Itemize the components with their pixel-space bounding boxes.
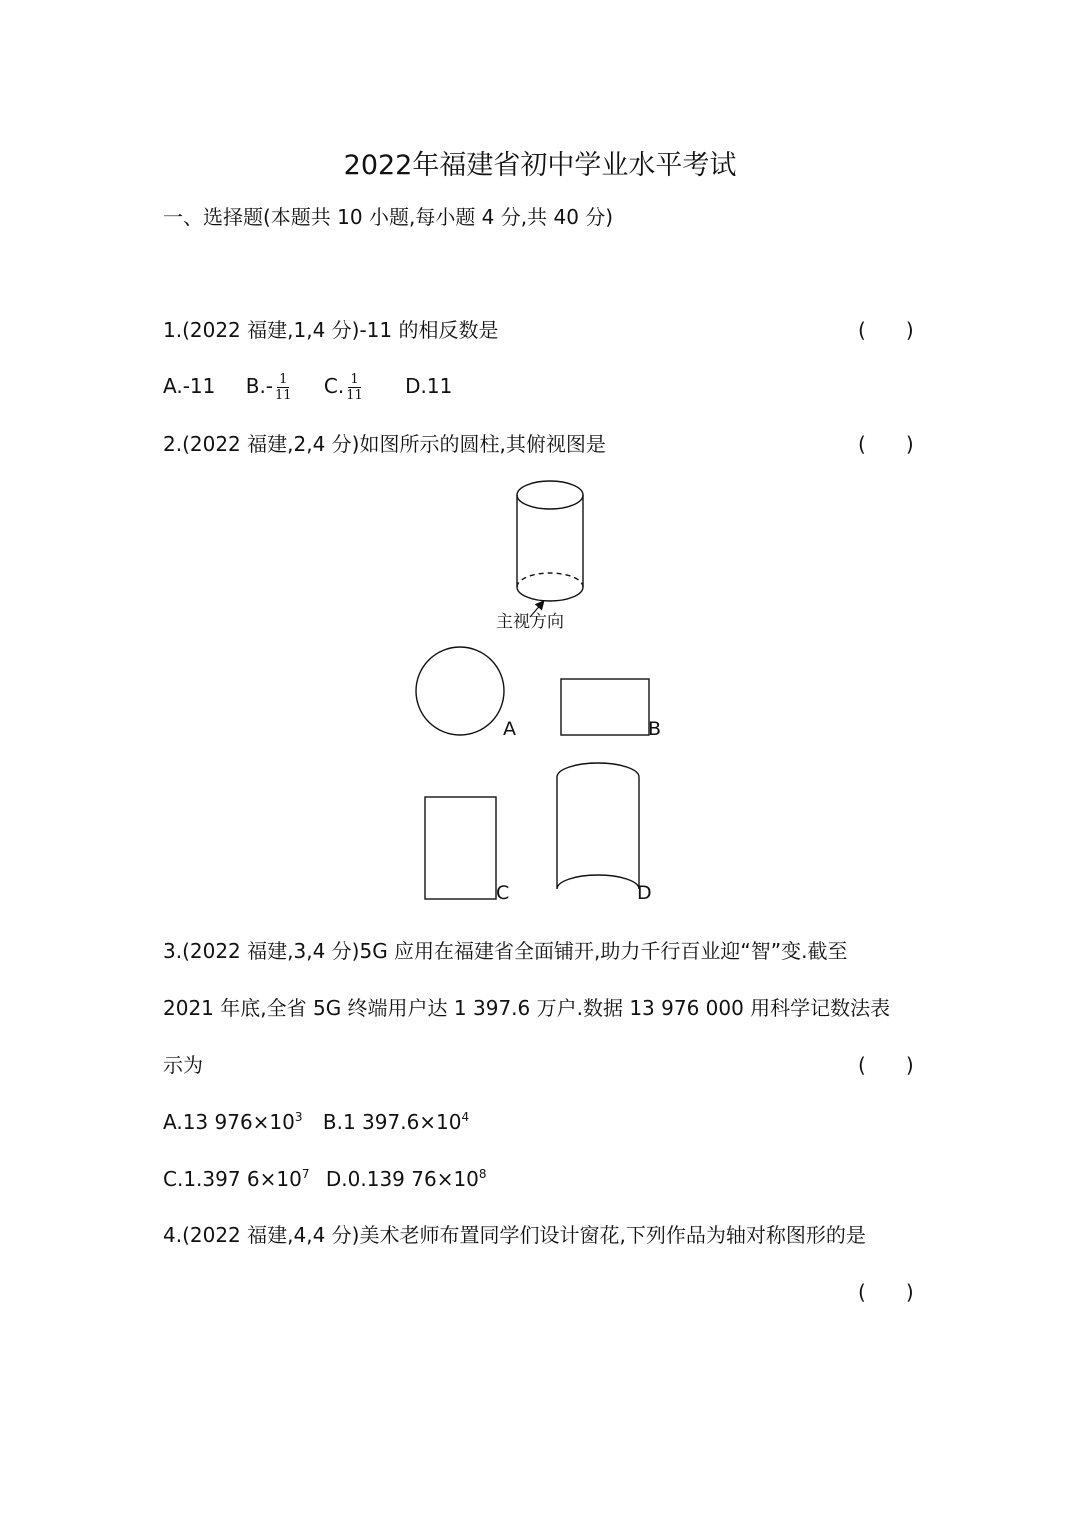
q3-option-b	[323, 1108, 469, 1136]
q3-option-b-exponent: 4	[461, 1110, 470, 1124]
option-a-circle-shape	[416, 647, 504, 735]
question-2-stem: 2.(2022 福建,2,4 分)如图所示的圆柱,其俯视图是	[163, 432, 606, 456]
question-3-options-row-2	[163, 1165, 487, 1193]
q3-option-a-base: A.13 976×10	[163, 1110, 295, 1134]
option-d-curved-shape	[557, 763, 639, 889]
q3-option-c-exponent: 7	[301, 1167, 310, 1181]
paren-close: )	[905, 432, 914, 456]
q3-option-a	[163, 1108, 303, 1136]
paren-open: (	[858, 1053, 866, 1077]
question-1-options	[163, 372, 452, 402]
q3-option-c-base: C.1.397 6×10	[163, 1167, 302, 1191]
q1-option-d: D.11	[405, 374, 453, 398]
paren-open: (	[858, 1280, 866, 1304]
q1-option-c-prefix: C.	[323, 374, 345, 398]
question-2-figure	[380, 470, 700, 910]
q3-option-d-exponent: 8	[478, 1167, 487, 1181]
paren-open: (	[858, 432, 866, 456]
page-title: 2022年福建省初中学业水平考试	[343, 150, 737, 181]
fraction-denominator: 11	[346, 388, 363, 403]
question-1-answer-blank	[858, 316, 914, 344]
question-2-answer-blank	[858, 430, 914, 458]
cylinder-figure	[517, 481, 583, 601]
fraction-numerator: 1	[350, 372, 359, 387]
q1-option-b-prefix: B.-	[245, 374, 274, 398]
option-c-rectangle-shape	[425, 797, 496, 899]
question-3-stem-line-3: 示为	[163, 1053, 203, 1077]
question-3-stem-line-2: 2021 年底,全省 5G 终端用户达 1 397.6 万户.数据 13 976 000 用科学记数法表	[163, 996, 891, 1020]
question-4-stem: 4.(2022 福建,4,4 分)美术老师布置同学们设计窗花,下列作品为轴对称图形的是	[163, 1223, 866, 1247]
question-3-answer-blank	[858, 1051, 914, 1079]
paren-open: (	[858, 318, 866, 342]
question-3-stem-line-1: 3.(2022 福建,3,4 分)5G 应用在福建省全面铺开,助力千行百业迎“智”变.截至	[163, 939, 848, 963]
figure-label-b: B	[648, 718, 662, 740]
q1-option-c-fraction	[346, 373, 363, 402]
figure-label-c: C	[496, 882, 510, 904]
q1-option-a: A.-11	[163, 374, 216, 398]
q1-option-c	[324, 372, 365, 402]
q3-option-a-exponent: 3	[294, 1110, 303, 1124]
figure-label-d: D	[637, 882, 652, 904]
fraction-numerator: 1	[279, 372, 288, 387]
figure-label-a: A	[503, 718, 516, 740]
fraction-denominator: 11	[275, 388, 292, 403]
q1-option-b	[246, 372, 294, 402]
question-3-options-row-1	[163, 1108, 469, 1136]
question-1-stem: 1.(2022 福建,1,4 分)-11 的相反数是	[163, 318, 499, 342]
q3-option-b-base: B.1 397.6×10	[322, 1110, 462, 1134]
paren-close: )	[905, 1280, 914, 1304]
q3-option-c	[163, 1165, 310, 1193]
option-b-rectangle-shape	[561, 679, 649, 735]
q3-option-d	[326, 1165, 487, 1193]
q3-option-d-base: D.0.139 76×10	[325, 1167, 479, 1191]
section-heading: 一、选择题(本题共 10 小题,每小题 4 分,共 40 分)	[163, 205, 614, 229]
paren-close: )	[905, 318, 914, 342]
view-direction-caption: 主视方向	[496, 612, 564, 632]
question-4-answer-blank	[858, 1278, 914, 1306]
q1-option-b-fraction	[275, 373, 292, 402]
paren-close: )	[905, 1053, 914, 1077]
